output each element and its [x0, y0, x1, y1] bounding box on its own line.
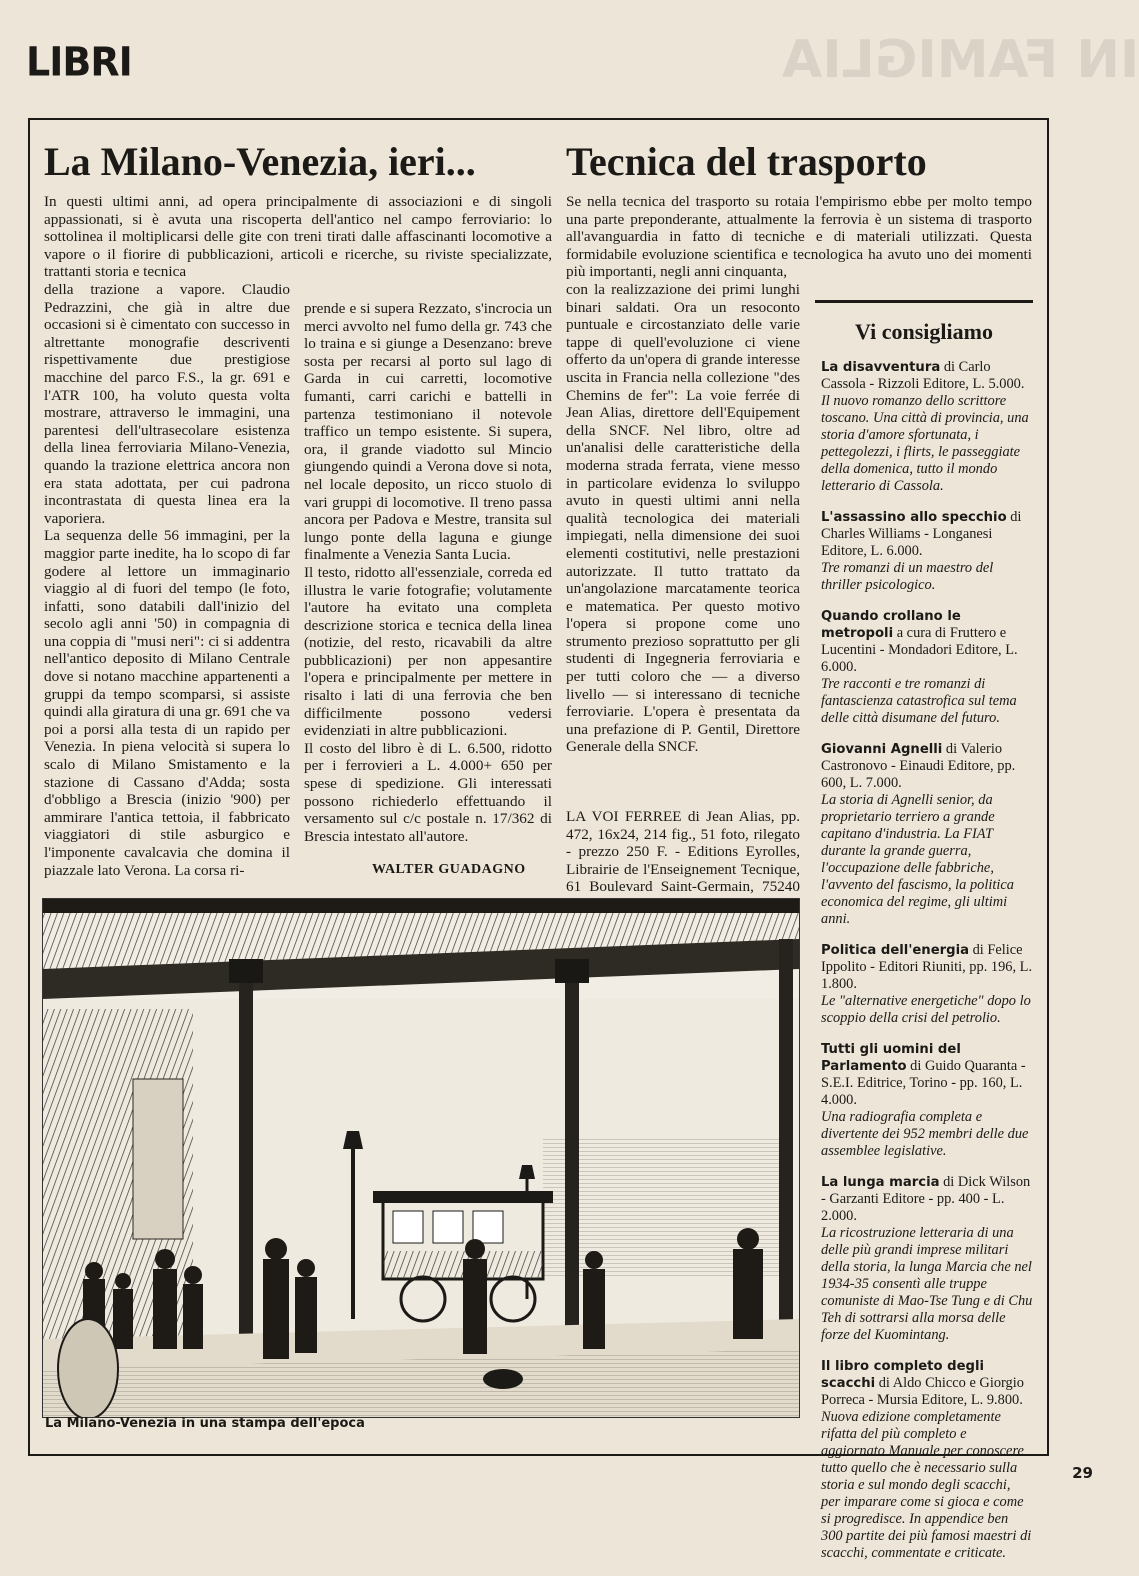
left-article-column-2: [304, 300, 552, 845]
recommendation-item: La lunga marcia di Dick Wilson - Garzanti Editore - pp. 400 - L. 2.000. La ricostruzione letteraria di una delle più grandi imprese militari della storia, la lunga Marcia che nel 1934-35 consentì alle truppe comuniste di Mao-Tse Tung e di Chu Teh di sottrarsi alla morsa delle forze del Kuomintang.: [821, 1174, 1033, 1343]
right-article-intro: Se nella tecnica del trasporto su rotaia l'empirismo ebbe per molto tempo una parte preponderante, attualmente la ferrovia è un sistema di trasporto all'avanguardia in fatto di tecniche e di materiali utilizzati. Questa formidabile evoluzione scientifica e tecnologica ha avuto uno dei momenti più importanti, negli anni cinquanta,: [566, 193, 1032, 281]
section-label: LIBRI: [26, 38, 132, 86]
station-engraving: [43, 899, 799, 1417]
right-article-body: con la realizzazione dei primi lunghi binari saldati. Ora un resoconto puntuale e circostanziato delle varie tappe di quell'evoluzione ci viene offerto da un'opera di grande interesse uscita in Francia nella collezione "des Chemins de fer": La voie ferrée di Jean Alias, direttore dell'Equipement della SNCF. Nel libro, oltre ad un'analisi delle caratteristiche della moderna strada ferrata, viene messo in particolare evidenza lo sviluppo avuto in questi ultimi anni nella qualità tecnologica dei materiali impiegati, nella dimensione dei suoi elementi costitutivi, nelle prestazioni autorizzate. Il tutto trattato da un'angolazione marcatamente teorica e matematica. Per questo motivo l'opera si propone come uno strumento prezioso soprattutto per gli studenti di Ingegneria ferroviaria e per tutti coloro che — a diverso livello — si interessano di tecniche ferroviarie. L'opera è presentata da una prefazione di P. Gentil, Direttore Generale della SNCF.: [566, 281, 800, 756]
recommendation-item: La disavventura di Carlo Cassola - Rizzoli Editore, L. 5.000. Il nuovo romanzo dello scrittore toscano. Una città di provincia, una storia d'amore sfortunata, i pettegolezzi, i flirts, le passeggiate della domenica, tutto il mondo letterario di Cassola.: [821, 359, 1029, 494]
left-article-column-1: [44, 281, 290, 879]
recommendation-item: Il libro completo degli scacchi di Aldo Chicco e Giorgio Porreca - Mursia Editore, L. 9.800. Nuova edizione completamente rifatta del più completo e aggiornato Manuale per conoscere tutto quello che è necessario sulla storia e sul mondo degli scacchi, per imparare come si gioca e come si progredisce. In appendice ben 300 partite dei più famosi maestri di scacchi, commentate e criticate.: [821, 1359, 1032, 1561]
recommendation-item: Tutti gli uomini del Parlamento di Guido Quaranta - S.E.I. Editrice, Torino - pp. 160, L. 4.000. Una radiografia completa e divertente dei 952 membri delle due assemblee legislative.: [821, 1042, 1029, 1159]
illustration-caption: La Milano-Venezia in una stampa dell'epoca: [45, 1416, 365, 1431]
station-engraving-illustration: [42, 898, 800, 1418]
bleed-through-text: IN FAMIGLIA: [781, 30, 1139, 90]
recommendation-item: Politica dell'energia di Felice Ippolito - Editori Riuniti, pp. 196, L. 1.800. Le "alternative energetiche" dopo lo scoppio della crisi del petrolio.: [821, 942, 1033, 1026]
byline: WALTER GUADAGNO: [372, 862, 526, 877]
recommendation-item: Giovanni Agnelli di Valerio Castronovo - Einaudi Editore, pp. 600, L. 7.000. La storia di Agnelli senior, da proprietario terriero a grande capitano d'industria. La FIAT durante la grande guerra, l'occupazione delle fabbriche, l'avvento del fascismo, la politica economica del regime, gli ultimi anni.: [821, 741, 1016, 927]
sidebar-title: Vi consigliamo: [855, 319, 993, 344]
left-col2-paragraph-1: prende e si supera Rezzato, s'incrocia un merci avvolto nel fumo della gr. 743 che lo traina e si giunge a Desenzano: breve sosta per recarsi al porto sul lago di Garda in cui carretti, locomotive fumanti, carri carichi e battelli in partenza testimoniano il notevole traffico un tempo esistente. Si supera, ora, il grande viadotto sul Mincio giungendo quindi a Verona dove si nota, nel locale deposito, un ricco stuolo di vari gruppi di locomotive. Il treno passa ancora per Padova e Mestre, transita sul lungo ponte della laguna e giunge finalmente a Venezia Santa Lucia.: [304, 300, 552, 564]
recommendation-item: L'assassino allo specchio di Charles Williams - Longanesi Editore, L. 6.000. Tre romanzi di un maestro del thriller psicologico.: [821, 509, 1022, 593]
left-col1-paragraph-1: della trazione a vapore. Claudio Pedrazzini, che già in altre due occasioni si è cimentato con successo in altrettante monografie descriventi rispettivamente due prestigiose macchine del parco F.S., la gr. 691 e l'ATR 100, ha voluto questa volta mostrare, attraverso le immagini, una parentesi dell'ultrasecolare esistenza della linea ferroviaria Milano-Venezia, quando la trazione elettrica ancora non era stata adottata, per cui padrona incontrastata di questa linea era la vaporiera.: [44, 281, 290, 527]
right-article-reference: LA VOI FERREE di Jean Alias, pp. 472, 16x24, 214 fig., 51 foto, rilegato - prezzo 250 F. - Editions Eyrolles, Librairie de l'Enseignement Tecnique, 61 Boulevard Saint-Germain, 75240: [566, 808, 800, 896]
recommendations-sidebar: [815, 300, 1033, 1576]
left-col2-paragraph-2: Il testo, ridotto all'essenziale, correda ed illustra le varie fotografie; volutamente l'autore ha evitato una completa descrizione storica e tecnica della linea (notizie, del resto, ricavabili da altre pubblicazioni) per non appesantire l'opera e principalmente per mettere in risalto i lati di una ferrovia che ben difficilmente possono vedersi evidenziati in altre pubblicazioni.: [304, 563, 552, 740]
left-article-intro: In questi ultimi anni, ad opera principalmente di associazioni e di singoli appassionati, si è avuta una riscoperta dell'antico nel campo ferroviario: lo sottolinea il moltiplicarsi delle gite con treni tirati dalle affascinanti locomotive a vapore o il fiorire di pubblicazioni, articoli e ricerche, su riviste specializzate, trattanti storia e tecnica: [44, 193, 552, 281]
page-number: 29: [1072, 1464, 1093, 1482]
left-col1-paragraph-2: La sequenza delle 56 immagini, per la maggior parte inedite, ha lo scopo di far godere al lettore un immaginario viaggio al di fuori del tempo (le foto, infatti, sono databili dall'inizio del secolo agli anni '50) in compagnia di una coppia di "musi neri": ci si addentra nell'antico deposito di Milano Centrale dove si notano macchine appartenenti a gruppi da tempo scomparsi, si assiste quindi alla giratura di una gr. 691 che va poi a porsi alla testa di un rapido per Venezia. In piena velocità si supera lo scalo di Milano Smistamento e la stazione di Cassano d'Adda; sosta d'obbligo a Brescia (inizio '900) per ammirare l'antica tettoia, il fabbricato viaggiatori di stile asburgico e l'imponente cavalcavia che domina il piazzale lato Verona. La corsa ri-: [44, 527, 290, 879]
left-col2-paragraph-3: Il costo del libro è di L. 6.500, ridotto per i ferrovieri a L. 4.000+ 650 per spese di spedizione. Gli interessati possono richiederlo effettuando il versamento sul c/c postale n. 17/362 di Brescia intestato all'autore.: [304, 739, 552, 845]
right-article-title: Tecnica del trasporto: [566, 139, 927, 184]
left-article-title: La Milano-Venezia, ieri...: [44, 139, 476, 184]
recommendation-item: Quando crollano le metropoli a cura di Fruttero e Lucentini - Mondadori Editore, L. 6.000. Tre racconti e tre romanzi di fantascienza catastrofica sul tema delle città disumane del futuro.: [821, 609, 1018, 726]
sidebar-rule: [815, 300, 1033, 303]
